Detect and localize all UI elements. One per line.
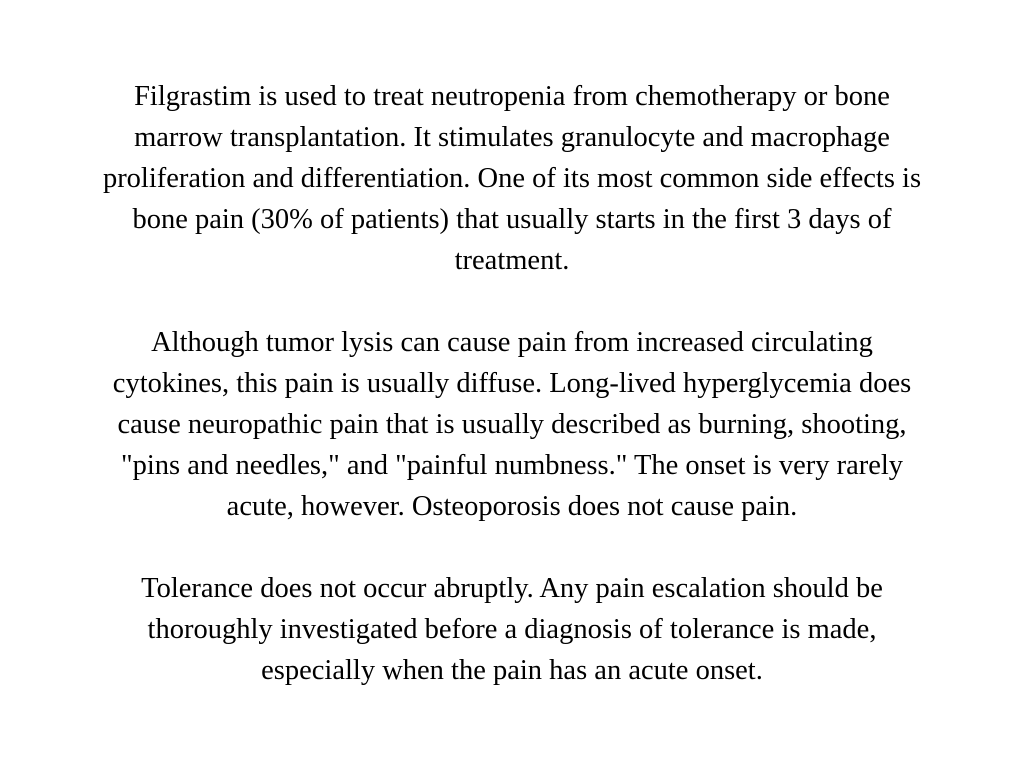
paragraph-tumor-lysis: Although tumor lysis can cause pain from increased circulating cytokines, this pain is usually diffuse. Long-lived hyperglycemia does cause neuropathic pain that is usually described as burning, shooting, "pins and needles," and "painful numbness." The onset is very rarely acute, however. Osteoporosis does not cause pain.: [112, 327, 912, 522]
paragraph-tolerance: Tolerance does not occur abruptly. Any pain escalation should be thoroughly investigated before a diagnosis of tolerance is made, especially when the pain has an acute onset.: [141, 573, 883, 686]
paragraph-filgrastim: Filgrastim is used to treat neutropenia from chemotherapy or bone marrow transplantation. It stimulates granulocyte and macrophage proliferation and differentiation. One of its most common side effects is bone pain (30% of patients) that usually starts in the first 3 days of treatment.: [102, 81, 922, 276]
